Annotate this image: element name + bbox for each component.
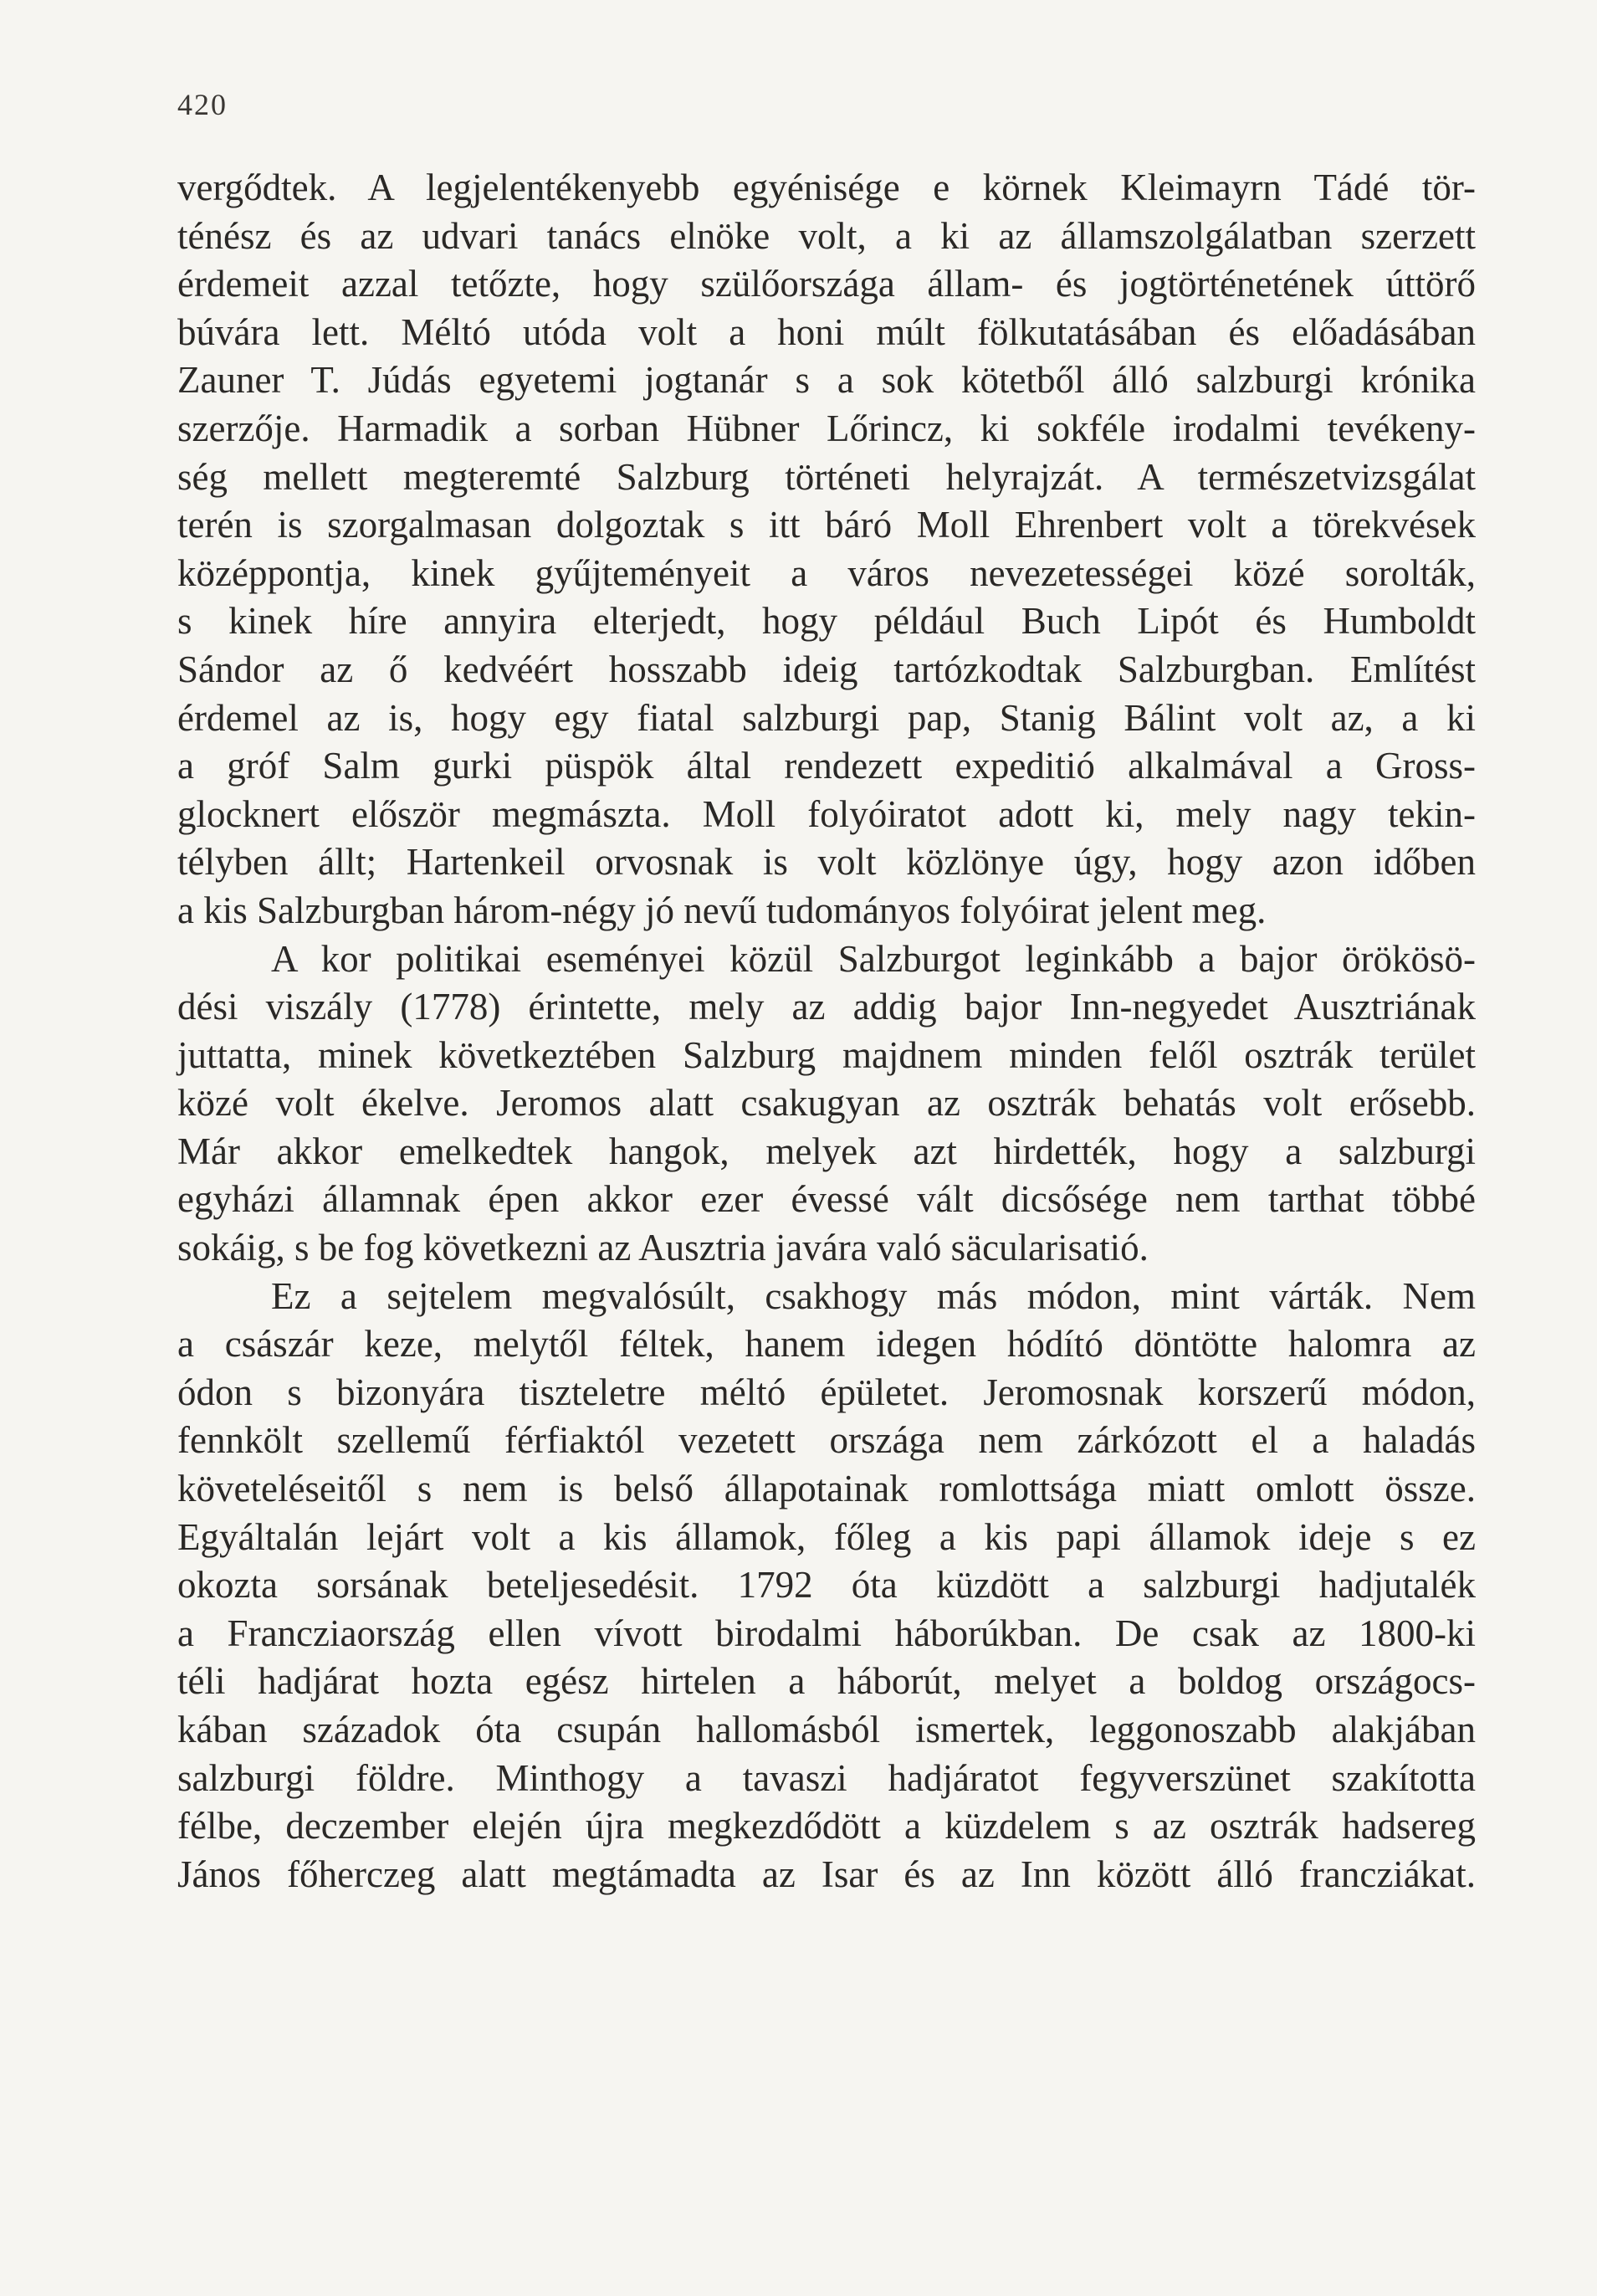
text-line: Egyáltalán lejárt volt a kis államok, főleg a kis papi államok ideje s ez: [177, 1515, 1476, 1558]
text-line: s kinek híre annyira elterjedt, hogy például Buch Lipót és Humboldt: [177, 600, 1476, 643]
text-line: követeléseitől s nem is belső állapotainak romlottsága miatt omlott össze.: [177, 1468, 1476, 1510]
text-line: okozta sorsának beteljesedésit. 1792 óta küzdött a salzburgi hadjutalék: [177, 1564, 1476, 1607]
text-line: juttatta, minek következtében Salzburg majdnem minden felől osztrák terület: [177, 1033, 1476, 1076]
page-number: 420: [177, 88, 228, 121]
text-line: érdemeit azzal tetőzte, hogy szülőországa állam- és jogtörténetének úttörő: [177, 263, 1476, 305]
text-line: Zauner T. Júdás egyetemi jogtanár s a sok kötetből álló salzburgi krónika: [177, 359, 1476, 402]
text-line: Már akkor emelkedtek hangok, melyek azt hirdették, hogy a salzburgi: [177, 1130, 1476, 1172]
text-line: Ez a sejtelem megvalósúlt, csakhogy más módon, mint várták. Nem: [271, 1274, 1476, 1317]
text-line: sokáig, s be fog következni az Ausztria javára való säcularisatió.: [177, 1227, 1149, 1269]
text-line: János főherczeg alatt megtámadta az Isar és az Inn között álló francziákat.: [177, 1853, 1476, 1895]
text-line: a Francziaország ellen vívott birodalmi háborúkban. De csak az 1800-ki: [177, 1612, 1476, 1654]
text-line: félbe, deczember elején újra megkezdődött a küzdelem s az osztrák hadsereg: [177, 1805, 1476, 1848]
text-line: búvára lett. Méltó utóda volt a honi múlt fölkutatásában és előadásában: [177, 310, 1476, 353]
body-text: [177, 164, 1476, 1899]
text-line: télyben állt; Hartenkeil orvosnak is volt közlönye úgy, hogy azon időben: [177, 841, 1476, 884]
text-line: a császár keze, melytől féltek, hanem idegen hódító döntötte halomra az: [177, 1323, 1476, 1366]
text-line: egyházi államnak épen akkor ezer évessé vált dicsősége nem tarthat többé: [177, 1178, 1476, 1221]
text-line: kában századok óta csupán hallomásból ismertek, leggonoszabb alakjában: [177, 1709, 1476, 1750]
text-line: ség mellett megteremté Salzburg történeti helyrajzát. A természetvizsgálat: [177, 455, 1476, 498]
text-line: szerzője. Harmadik a sorban Hübner Lőrincz, ki sokféle irodalmi tevékeny-: [177, 407, 1476, 449]
text-line: fennkölt szellemű férfiaktól vezetett országa nem zárkózott el a haladás: [177, 1419, 1476, 1462]
paragraph-3: [177, 1273, 1476, 1899]
text-line: érdemel az is, hogy egy fiatal salzburgi pap, Stanig Bálint volt az, a ki: [177, 696, 1476, 739]
text-line: A kor politikai eseményei közül Salzburgot leginkább a bajor örökösö-: [271, 937, 1476, 980]
text-line: glocknert először megmászta. Moll folyóiratot adott ki, mely nagy tekin-: [177, 792, 1476, 835]
text-line: középpontja, kinek gyűjteményeit a város nevezetességei közé sorolták,: [177, 551, 1476, 594]
text-line: a kis Salzburgban három-négy jó nevű tudományos folyóirat jelent meg.: [177, 889, 1267, 931]
text-line: téli hadjárat hozta egész hirtelen a háborút, melyet a boldog országocs-: [177, 1660, 1476, 1703]
text-line: vergődtek. A legjelentékenyebb egyénisége e körnek Kleimayrn Tádé tör-: [177, 167, 1476, 208]
paragraph-1: [177, 164, 1476, 935]
text-line: ténész és az udvari tanács elnöke volt, a ki az államszolgálatban szerzett: [177, 214, 1476, 257]
text-line: Sándor az ő kedvéért hosszabb ideig tartózkodtak Salzburgban. Említést: [177, 648, 1476, 690]
text-line: dési viszály (1778) érintette, mely az addig bajor Inn-negyedet Ausztriának: [177, 986, 1476, 1028]
text-line: salzburgi földre. Minthogy a tavaszi hadjáratot fegyverszünet szakította: [177, 1756, 1476, 1799]
text-line: terén is szorgalmasan dolgoztak s itt báró Moll Ehrenbert volt a törekvések: [177, 504, 1476, 546]
text-line: ódon s bizonyára tiszteletre méltó épületet. Jeromosnak korszerű módon,: [177, 1371, 1476, 1413]
paragraph-2: [177, 935, 1476, 1273]
text-line: a gróf Salm gurki püspök által rendezett expeditió alkalmával a Gross-: [177, 745, 1476, 787]
text-line: közé volt ékelve. Jeromos alatt csakugyan az osztrák behatás volt erősebb.: [177, 1082, 1476, 1125]
